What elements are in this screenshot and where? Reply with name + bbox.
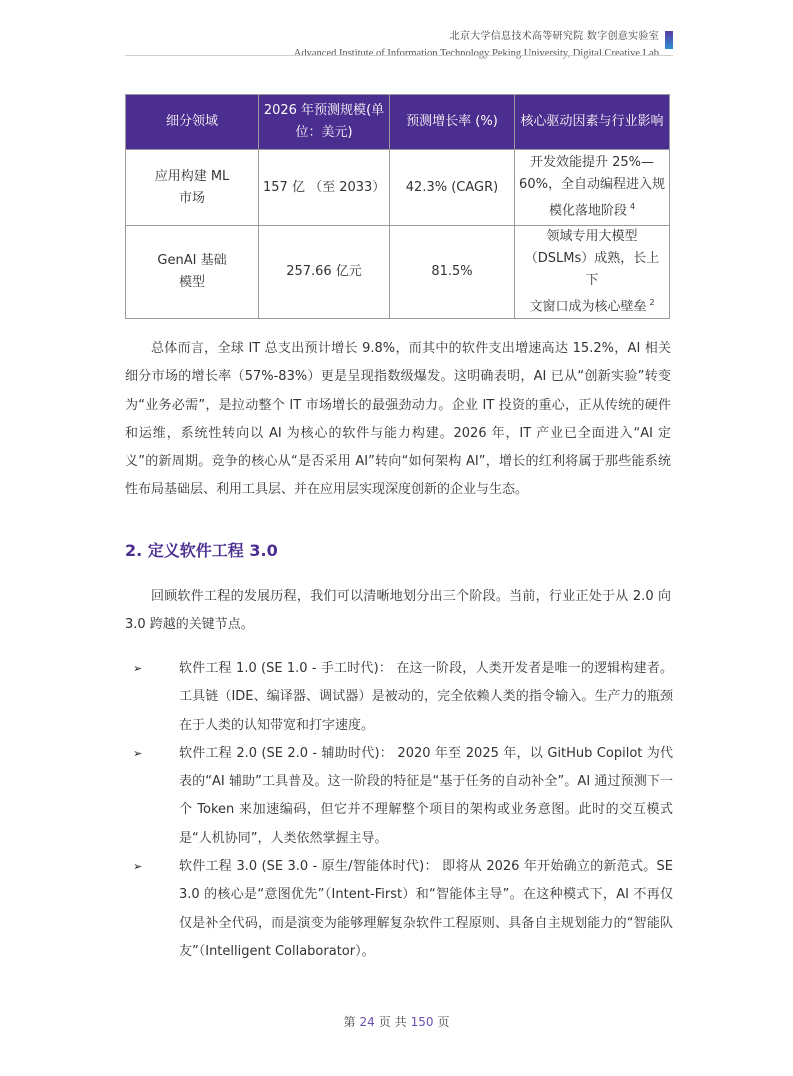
cell-growth: 81.5% <box>390 226 515 319</box>
section-heading: 2. 定义软件工程 3.0 <box>125 541 278 560</box>
table-row <box>126 150 670 226</box>
list-item: ➢ 软件工程 2.0 (SE 2.0 - 辅助时代)： 2020 年至 2025 年，以 GitHub Copilot 为代表的“AI 辅助”工具普及。这一阶段的特征是“基于任务的自动补全”。AI 通过预测下一个 Token 来加速编码，但它并不理解整个项目的架构或业务意图。此时的交互模式是“人机协同”，人类依然掌握主导。 <box>125 740 673 853</box>
page-header <box>294 28 659 62</box>
se-stages-list <box>125 655 673 966</box>
header-divider <box>125 55 673 56</box>
list-item: ➢ 软件工程 1.0 (SE 1.0 - 手工时代)： 在这一阶段，人类开发者是唯一的逻辑构建者。工具链（IDE、编译器、调试器）是被动的，完全依赖人类的指令输入。生产力的瓶颈在于人类的认知带宽和打字速度。 <box>125 655 673 740</box>
intro-paragraph: 回顾软件工程的发展历程，我们可以清晰地划分出三个阶段。当前，行业正处于从 2.0 向 3.0 跨越的关键节点。 <box>125 589 671 633</box>
arrow-bullet-icon: ➢ <box>133 746 143 760</box>
header-institute-cn: 北京大学信息技术高等研究院 数字创意实验室 <box>449 31 659 42</box>
total-pages: 150 <box>410 1015 434 1029</box>
list-item: ➢ 软件工程 3.0 (SE 3.0 - 原生/智能体时代)： 即将从 2026 年开始确立的新范式。SE 3.0 的核心是“意图优先”（Intent-First）和“智能体主导”。在这种模式下，AI 不再仅仅是补全代码，而是演变为能够理解复杂软件工程原则、具备自主规划能力的“智能队友”（Intelligent Collaborator）。 <box>125 853 673 966</box>
summary-paragraph: 总体而言，全球 IT 总支出预计增长 9.8%，而其中的软件支出增速高达 15.2%，AI 相关细分市场的增长率（57%-83%）更是呈现指数级爆发。这明确表明，AI 已从“创新实验”转变为“业务必需”，是拉动整个 IT 市场增长的最强劲动力。企业 IT 投资的重心，正从传统的硬件和运维，系统性转向以 AI 为核心的软件与能力构建。2026 年，IT 产业已全面进入“AI 定义”的新周期。竞争的核心从“是否采用 AI”转向“如何架构 AI”，增长的红利将属于那些能系统性布局基础层、利用工具层、并在应用层实现深度创新的企业与生态。 <box>125 341 671 498</box>
footnote-ref: 4 <box>629 202 636 212</box>
col-header-drivers: 核心驱动因素与行业影响 <box>515 95 670 150</box>
header-accent-bar <box>665 31 673 49</box>
cell-scale: 257.66 亿元 <box>259 226 390 319</box>
market-forecast-table <box>125 94 670 319</box>
col-header-segment: 细分领域 <box>126 95 259 150</box>
cell-growth: 42.3% (CAGR) <box>390 150 515 226</box>
current-page-number: 24 <box>359 1015 375 1029</box>
page-footer: 第 24 页 共 150 页 <box>343 1015 450 1029</box>
cell-scale: 157 亿 （至 2033） <box>259 150 390 226</box>
table-row <box>126 226 670 319</box>
header-institute-en: Advanced Institute of Information Technology Peking University, Digital Creative Lab <box>293 48 659 59</box>
footnote-ref: 2 <box>649 298 655 307</box>
table-header-row <box>126 95 670 150</box>
arrow-bullet-icon: ➢ <box>133 662 143 675</box>
cell-drivers: 领域专用大模型 （DSLMs）成熟，长上下 文窗口成为核心壁垒 $^2$ <box>515 226 670 319</box>
cell-segment: 应用构建 ML 市场 <box>126 150 259 226</box>
cell-drivers: 开发效能提升 25%— 60%，全自动编程进入规 模化落地阶段 $^4$ <box>515 150 670 226</box>
cell-segment: GenAI 基础 模型 <box>126 226 259 319</box>
arrow-bullet-icon: ➢ <box>133 860 143 874</box>
col-header-growth: 预测增长率 (%) <box>390 95 515 150</box>
col-header-scale: 2026 年预测规模(单位：美元) <box>259 95 390 150</box>
